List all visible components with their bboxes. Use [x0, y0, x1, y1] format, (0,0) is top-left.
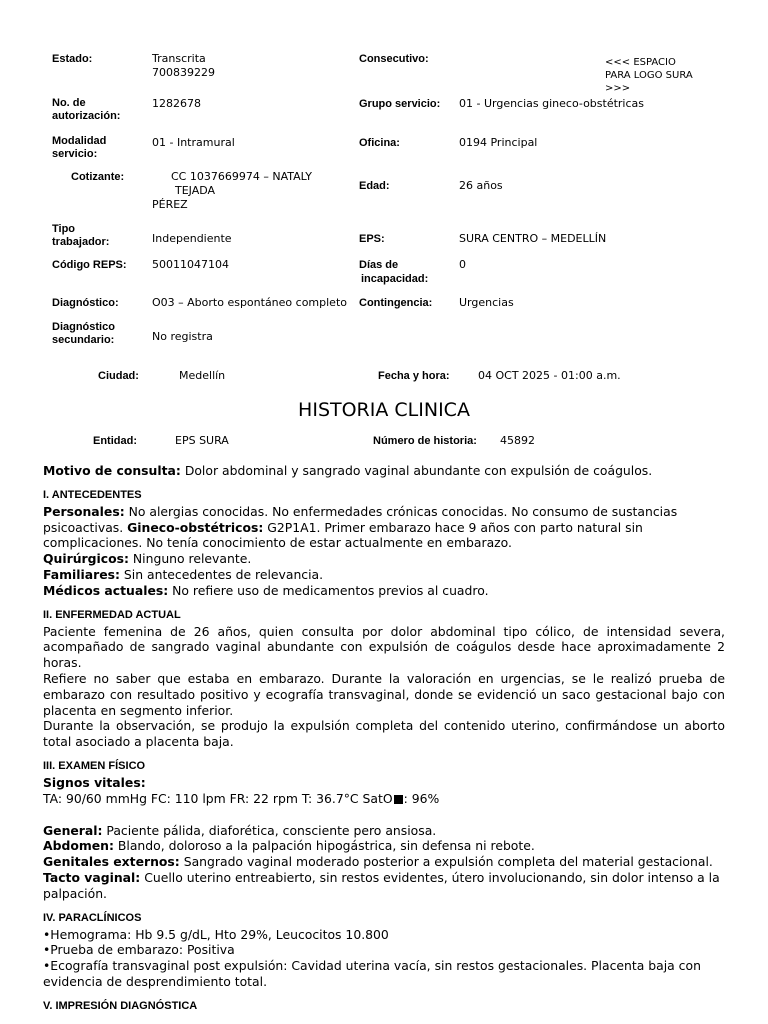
enfermedad-actual-p3: Durante la observación, se produjo la expulsión completa del contenido uterino, confirmándose un aborto total asociado a placenta baja.	[43, 718, 725, 750]
personales-label: Personales:	[43, 503, 125, 519]
cotizante-value-3: PÉREZ	[152, 198, 188, 211]
motivo-label: Motivo de consulta:	[43, 463, 181, 478]
fecha-hora-value: 04 OCT 2025 - 01:00 a.m.	[478, 369, 621, 382]
oficina-value: 0194 Principal	[459, 136, 538, 149]
diagnostico-value: O03 – Aborto espontáneo completo	[152, 296, 347, 309]
logo-placeholder-line2: PARA LOGO SURA	[605, 70, 693, 81]
tacto-text: Cuello uterino entreabierto, sin restos evidentes, útero involucionando, sin dolor intenso a la palpación.	[43, 869, 720, 901]
examen-tacto	[43, 870, 725, 902]
logo-placeholder-line1: <<< ESPACIO	[605, 57, 676, 68]
codigo-reps-value: 50011047104	[152, 258, 229, 271]
ciudad-label: Ciudad:	[98, 370, 139, 382]
antecedentes-medicos	[43, 583, 725, 599]
diagnostico-secundario-value: No registra	[152, 330, 213, 343]
estado-value: Transcrita	[152, 52, 206, 65]
familiares-text: Sin antecedentes de relevancia.	[119, 566, 324, 582]
examen-general	[43, 823, 725, 839]
paraclinico-item: •Hemograma: Hb 9.5 g/dL, Hto 29%, Leucocitos 10.800	[43, 926, 389, 942]
modalidad-value: 01 - Intramural	[152, 136, 235, 149]
modalidad-label-2: servicio:	[52, 148, 98, 160]
signos-text-end: : 96%	[403, 790, 440, 806]
dias-incapacidad-label-2: incapacidad:	[361, 273, 429, 285]
autorizacion-label-2: autorización:	[52, 110, 121, 122]
tipo-trabajador-value: Independiente	[152, 232, 232, 245]
signos-vitales-label	[43, 775, 725, 791]
numero-historia-value: 45892	[500, 434, 535, 447]
motivo-text: Dolor abdominal y sangrado vaginal abundante con expulsión de coágulos.	[180, 463, 653, 478]
gineco-label: Gineco-obstétricos:	[127, 519, 264, 535]
antecedentes-familiares	[43, 567, 725, 583]
fecha-hora-label: Fecha y hora:	[378, 370, 450, 382]
contingencia-label: Contingencia:	[359, 297, 433, 309]
examen-abdomen	[43, 838, 725, 854]
entidad-label: Entidad:	[93, 435, 137, 447]
oficina-label: Oficina:	[359, 137, 400, 149]
gineco-text: G2P1A1. Primer embarazo hace 9 años con parto natural sin complicaciones. No tenía conocimiento de estar actualmente en embarazo.	[43, 519, 643, 551]
dias-incapacidad-label: Días de	[359, 259, 399, 271]
tacto-label: Tacto vaginal:	[43, 869, 141, 885]
logo-placeholder-line3: >>>	[605, 83, 631, 94]
document-title: HISTORIA CLINICA	[298, 399, 470, 421]
enfermedad-actual-p2: Refiere no saber que estaba en embarazo. Durante la valoración en urgencias, se le realizó prueba de embarazo con resultado positivo y ecografía transvaginal, donde se evidenció un saco gestacional bajo con placenta en segmento inferior.	[43, 670, 725, 718]
diagnostico-secundario-label: Diagnóstico	[52, 321, 115, 333]
examen-fisico-heading: III. EXAMEN FÍSICO	[43, 759, 146, 772]
eps-label: EPS:	[359, 233, 385, 245]
signos-vitales-values	[43, 791, 725, 807]
general-text: Paciente pálida, diaforética, consciente pero ansiosa.	[102, 822, 437, 838]
cotizante-label: Cotizante:	[71, 171, 125, 183]
grupo-servicio-value: 01 - Urgencias gineco-obstétricas	[459, 97, 645, 110]
eps-value: SURA CENTRO – MEDELLÍN	[459, 232, 607, 245]
autorizacion-value: 1282678	[152, 97, 201, 110]
diagnostico-label: Diagnóstico:	[52, 297, 119, 309]
estado-label: Estado:	[52, 53, 93, 65]
contingencia-value: Urgencias	[459, 296, 514, 309]
antecedentes-quirurgicos	[43, 551, 725, 567]
signos-label: Signos vitales:	[43, 774, 146, 790]
cotizante-value-2: TEJADA	[175, 184, 216, 197]
impresion-heading: V. IMPRESIÓN DIAGNÓSTICA	[43, 999, 198, 1012]
missing-glyph-icon	[394, 795, 403, 804]
genitales-label: Genitales externos:	[43, 854, 180, 870]
entidad-value: EPS SURA	[175, 434, 229, 447]
medicos-label: Médicos actuales:	[43, 582, 169, 598]
quirurgicos-text: Ninguno relevante.	[128, 551, 252, 567]
diagnostico-secundario-label-2: secundario:	[52, 334, 115, 346]
abdomen-text: Blando, doloroso a la palpación hipogástrica, sin defensa ni rebote.	[113, 838, 535, 854]
enfermedad-actual-heading: II. ENFERMEDAD ACTUAL	[43, 608, 181, 621]
edad-value: 26 años	[459, 179, 503, 192]
autorizacion-label: No. de	[52, 97, 86, 109]
paraclinico-item: •Prueba de embarazo: Positiva	[43, 942, 235, 958]
cotizante-value: CC 1037669974 – NATALY	[171, 170, 313, 183]
grupo-servicio-label: Grupo servicio:	[359, 98, 441, 110]
enfermedad-actual-p1: Paciente femenina de 26 años, quien consulta por dolor abdominal tipo cólico, de intensidad severa, acompañado de sangrado vaginal abundante con expulsión de coágulos desde hace aproximadamente 2 horas.	[43, 623, 725, 671]
consecutivo-label: Consecutivo:	[359, 53, 429, 65]
tipo-trabajador-label-2: trabajador:	[52, 236, 110, 248]
quirurgicos-label: Quirúrgicos:	[43, 551, 129, 567]
abdomen-label: Abdomen:	[43, 838, 114, 854]
antecedentes-personales	[43, 504, 725, 551]
estado-number: 700839229	[152, 66, 215, 79]
familiares-label: Familiares:	[43, 566, 120, 582]
personales-text: No alergias conocidas. No enfermedades crónicas conocidas. No consumo de sustancias psicoactivas.	[43, 503, 678, 535]
tipo-trabajador-label: Tipo	[52, 223, 76, 235]
paraclinico-item: •Ecografía transvaginal post expulsión: Cavidad uterina vacía, sin restos gestacionales. Placenta baja con evidencia de desprendimiento total.	[43, 958, 701, 989]
general-label: General:	[43, 822, 103, 838]
genitales-text: Sangrado vaginal moderado posterior a expulsión completa del material gestacional.	[179, 854, 713, 870]
ciudad-value: Medellín	[179, 369, 226, 382]
modalidad-label: Modalidad	[52, 135, 107, 147]
signos-text: TA: 90/60 mmHg FC: 110 lpm FR: 22 rpm T: 36.7°C SatO	[43, 790, 393, 806]
numero-historia-label: Número de historia:	[373, 435, 477, 447]
paraclinicos-heading: IV. PARACLÍNICOS	[43, 911, 142, 924]
antecedentes-heading: I. ANTECEDENTES	[43, 488, 142, 501]
motivo-consulta	[43, 463, 725, 479]
dias-incapacidad-value: 0	[459, 258, 466, 271]
medicos-text: No refiere uso de medicamentos previos al cuadro.	[168, 582, 489, 598]
clinical-body	[43, 463, 725, 1015]
edad-label: Edad:	[359, 180, 390, 192]
examen-genitales	[43, 854, 725, 870]
codigo-reps-label: Código REPS:	[52, 259, 127, 271]
